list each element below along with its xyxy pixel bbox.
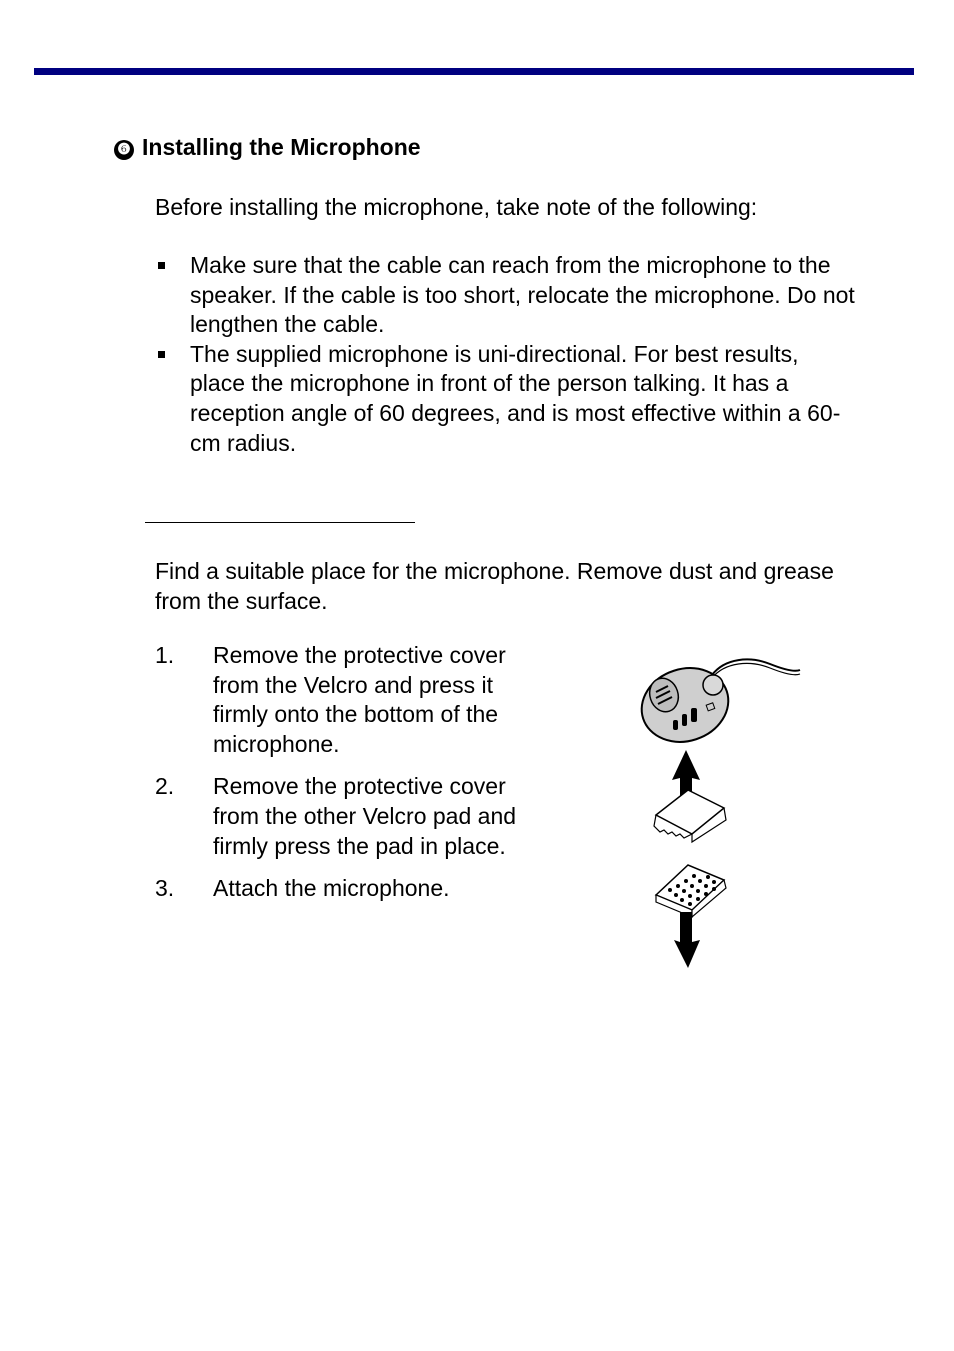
step-item [155, 641, 535, 759]
section-heading [114, 134, 421, 161]
intro-text: Before installing the microphone, take note of the following: [155, 194, 758, 220]
section-title: Installing the Microphone [142, 134, 421, 160]
arrow-down-icon [674, 912, 700, 968]
step-number: 3. [155, 875, 175, 902]
steps-list [155, 641, 535, 917]
divider [145, 522, 415, 523]
bullet-text: Make sure that the cable can reach from the microphone to the speaker. If the cable is too short, relocate the microphone. Do not lengthen the cable. [190, 252, 855, 338]
list-item [155, 251, 855, 340]
bullet-square-icon [158, 351, 165, 358]
top-rule [34, 68, 914, 75]
step-text: Attach the microphone. [213, 875, 450, 902]
microphone-mounting-illustration [630, 650, 810, 975]
step-number: 2. [155, 773, 175, 800]
section-number: ❻ [114, 140, 134, 160]
bullet-square-icon [158, 262, 165, 269]
find-place-text: Find a suitable place for the microphone. Remove dust and grease from the surface. [155, 558, 834, 614]
list-item [155, 340, 855, 458]
step-text: Remove the protective cover from the other Velcro pad and firmly press the pad in place. [213, 773, 517, 859]
notes-list [155, 251, 855, 458]
step-number: 1. [155, 642, 175, 668]
microphone-icon [632, 657, 738, 753]
step-item [155, 772, 535, 861]
bullet-text: The supplied microphone is uni-directional. For best results, place the microphone in front of the person talking. It has a reception angle of 60 degrees, and is most effective within a 60-cm radius. [190, 340, 841, 456]
step-text: Remove the protective cover from the Velcro and press it firmly onto the bottom of the microphone. [213, 642, 506, 757]
velcro-pad-icon [656, 865, 726, 917]
step-item [155, 874, 535, 904]
